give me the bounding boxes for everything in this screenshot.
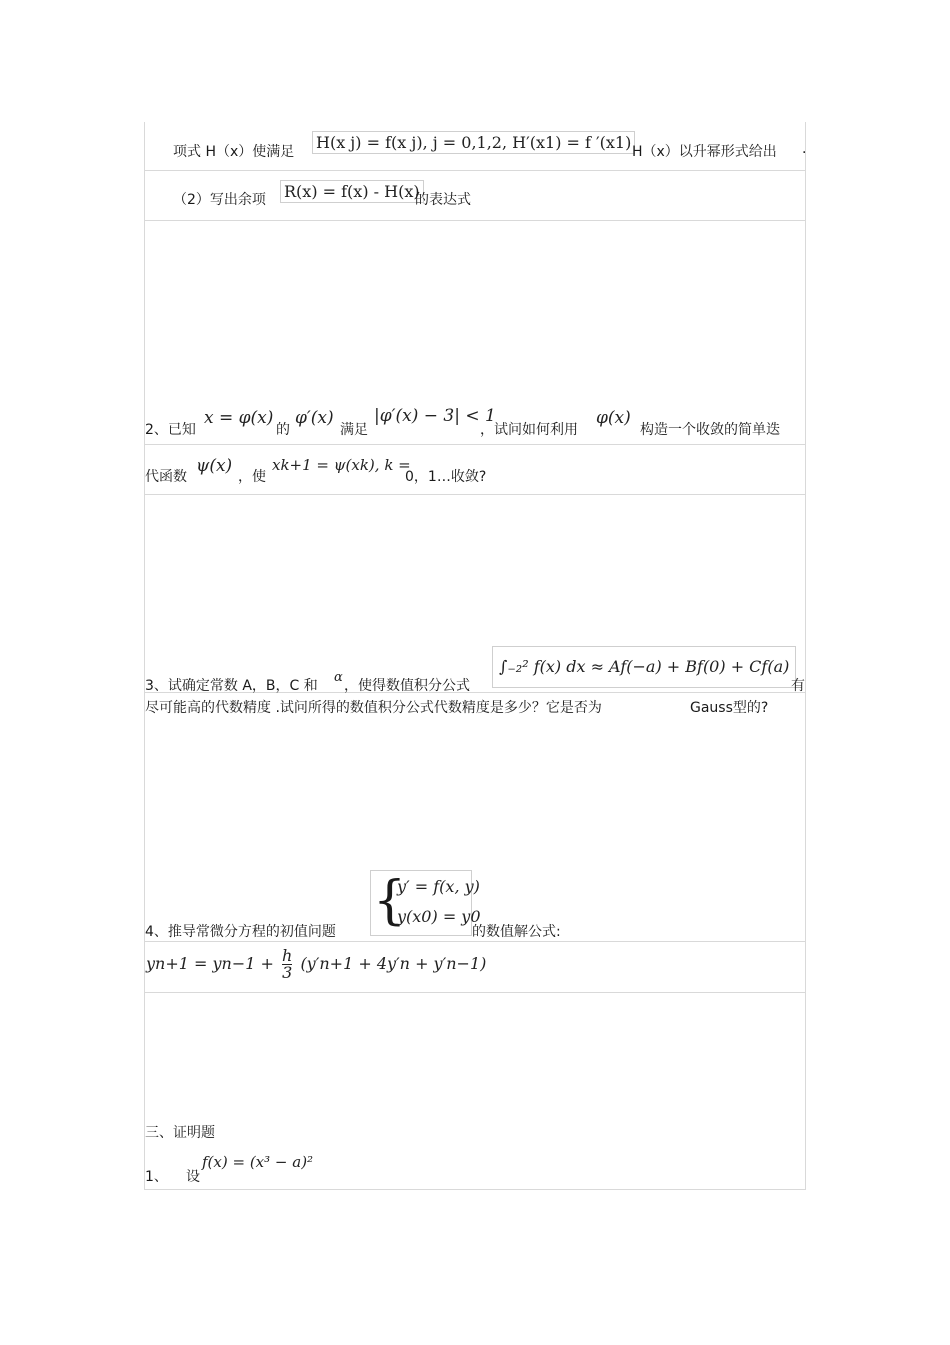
q2-formula-phi: φ(x) <box>596 408 631 428</box>
q2-formula-psi: ψ(x) <box>196 456 233 476</box>
q2-text-ask: ，试问如何利用 <box>480 422 578 438</box>
q1-dot: . <box>802 141 807 157</box>
left-brace-icon: { <box>373 871 407 931</box>
q4-scheme <box>146 948 486 981</box>
section3-item-lead: 设 <box>186 1169 200 1185</box>
section3-heading: 三、证明题 <box>145 1125 215 1141</box>
row-divider <box>144 1189 806 1190</box>
q4-scheme-left: yn+1 = yn−1 + <box>146 954 274 973</box>
q3-alpha: α <box>334 670 343 685</box>
row-divider <box>144 494 806 495</box>
q3-line2-text: 尽可能高的代数精度 .试问所得的数值积分公式代数精度是多少？它是否为 <box>145 700 602 716</box>
q4-scheme-fraction <box>282 948 292 981</box>
q1-formula: H(x j) = f(x j), j = 0,1,2, H′(x1) = f ′(x1) <box>312 131 635 154</box>
section3-item-number: 1、 <box>145 1169 168 1185</box>
table-right-border <box>805 122 806 1190</box>
q2-text-de: 的 <box>276 422 290 438</box>
q2-formula-condition: |φ′(x) − 3| < 1 <box>374 406 496 426</box>
q4-ode-eq1: y′ = f(x, y) <box>397 877 480 896</box>
q4-lead: 4、推导常微分方程的初值问题 <box>145 924 336 940</box>
row-divider <box>144 444 806 445</box>
q2-formula-x-phi: x = φ(x) <box>204 408 274 428</box>
section3-item-formula: f(x) = (x³ − a)² <box>202 1153 314 1171</box>
q2-lead: 2、已知 <box>145 422 196 438</box>
q1-part2-formula: R(x) = f(x) - H(x) <box>280 180 424 203</box>
q3-gauss-text: Gauss型的? <box>690 700 769 716</box>
row-divider <box>144 170 806 171</box>
table-left-border <box>144 122 145 1190</box>
q3-mid-text: ，使得数值积分公式 <box>344 678 470 694</box>
q2-text-construct: 构造一个收敛的简单迭 <box>640 422 780 438</box>
row-divider <box>144 220 806 221</box>
q1-tail-text: H（x）以升幂形式给出 <box>632 144 777 160</box>
q4-frac-denominator: 3 <box>282 963 293 982</box>
q1-part2-lead: （2）写出余项 <box>173 192 266 208</box>
q4-tail: 的数值解公式: <box>472 924 561 940</box>
q3-tail: 有 <box>791 678 805 694</box>
row-divider <box>144 941 806 942</box>
q3-lead: 3、试确定常数 A，B，C 和 <box>145 678 318 694</box>
q1-part2-tail: 的表达式 <box>415 192 471 208</box>
q2-formula-phi-prime: φ′(x) <box>295 408 334 428</box>
q1-lead-text: 项式 H（x）使满足 <box>173 144 295 160</box>
row-divider <box>144 992 806 993</box>
q2-text-converge: 0，1…收敛? <box>405 469 487 485</box>
q2-formula-iteration: xk+1 = ψ(xk), k = <box>272 456 411 474</box>
q4-ode-eq2: y(x0) = y0 <box>397 907 481 926</box>
q2-text-make: ，使 <box>238 469 266 485</box>
q4-frac-numerator: h <box>282 946 293 965</box>
q2-text-satisfy: 满足 <box>340 422 368 438</box>
q2-line2-lead: 代函数 <box>145 469 187 485</box>
q4-scheme-right: (y′n+1 + 4y′n + y′n−1) <box>300 954 487 973</box>
q4-ode-system <box>370 870 481 936</box>
q3-quadrature-formula: ∫₋₂² f(x) dx ≈ Af(−a) + Bf(0) + Cf(a) <box>492 646 796 688</box>
